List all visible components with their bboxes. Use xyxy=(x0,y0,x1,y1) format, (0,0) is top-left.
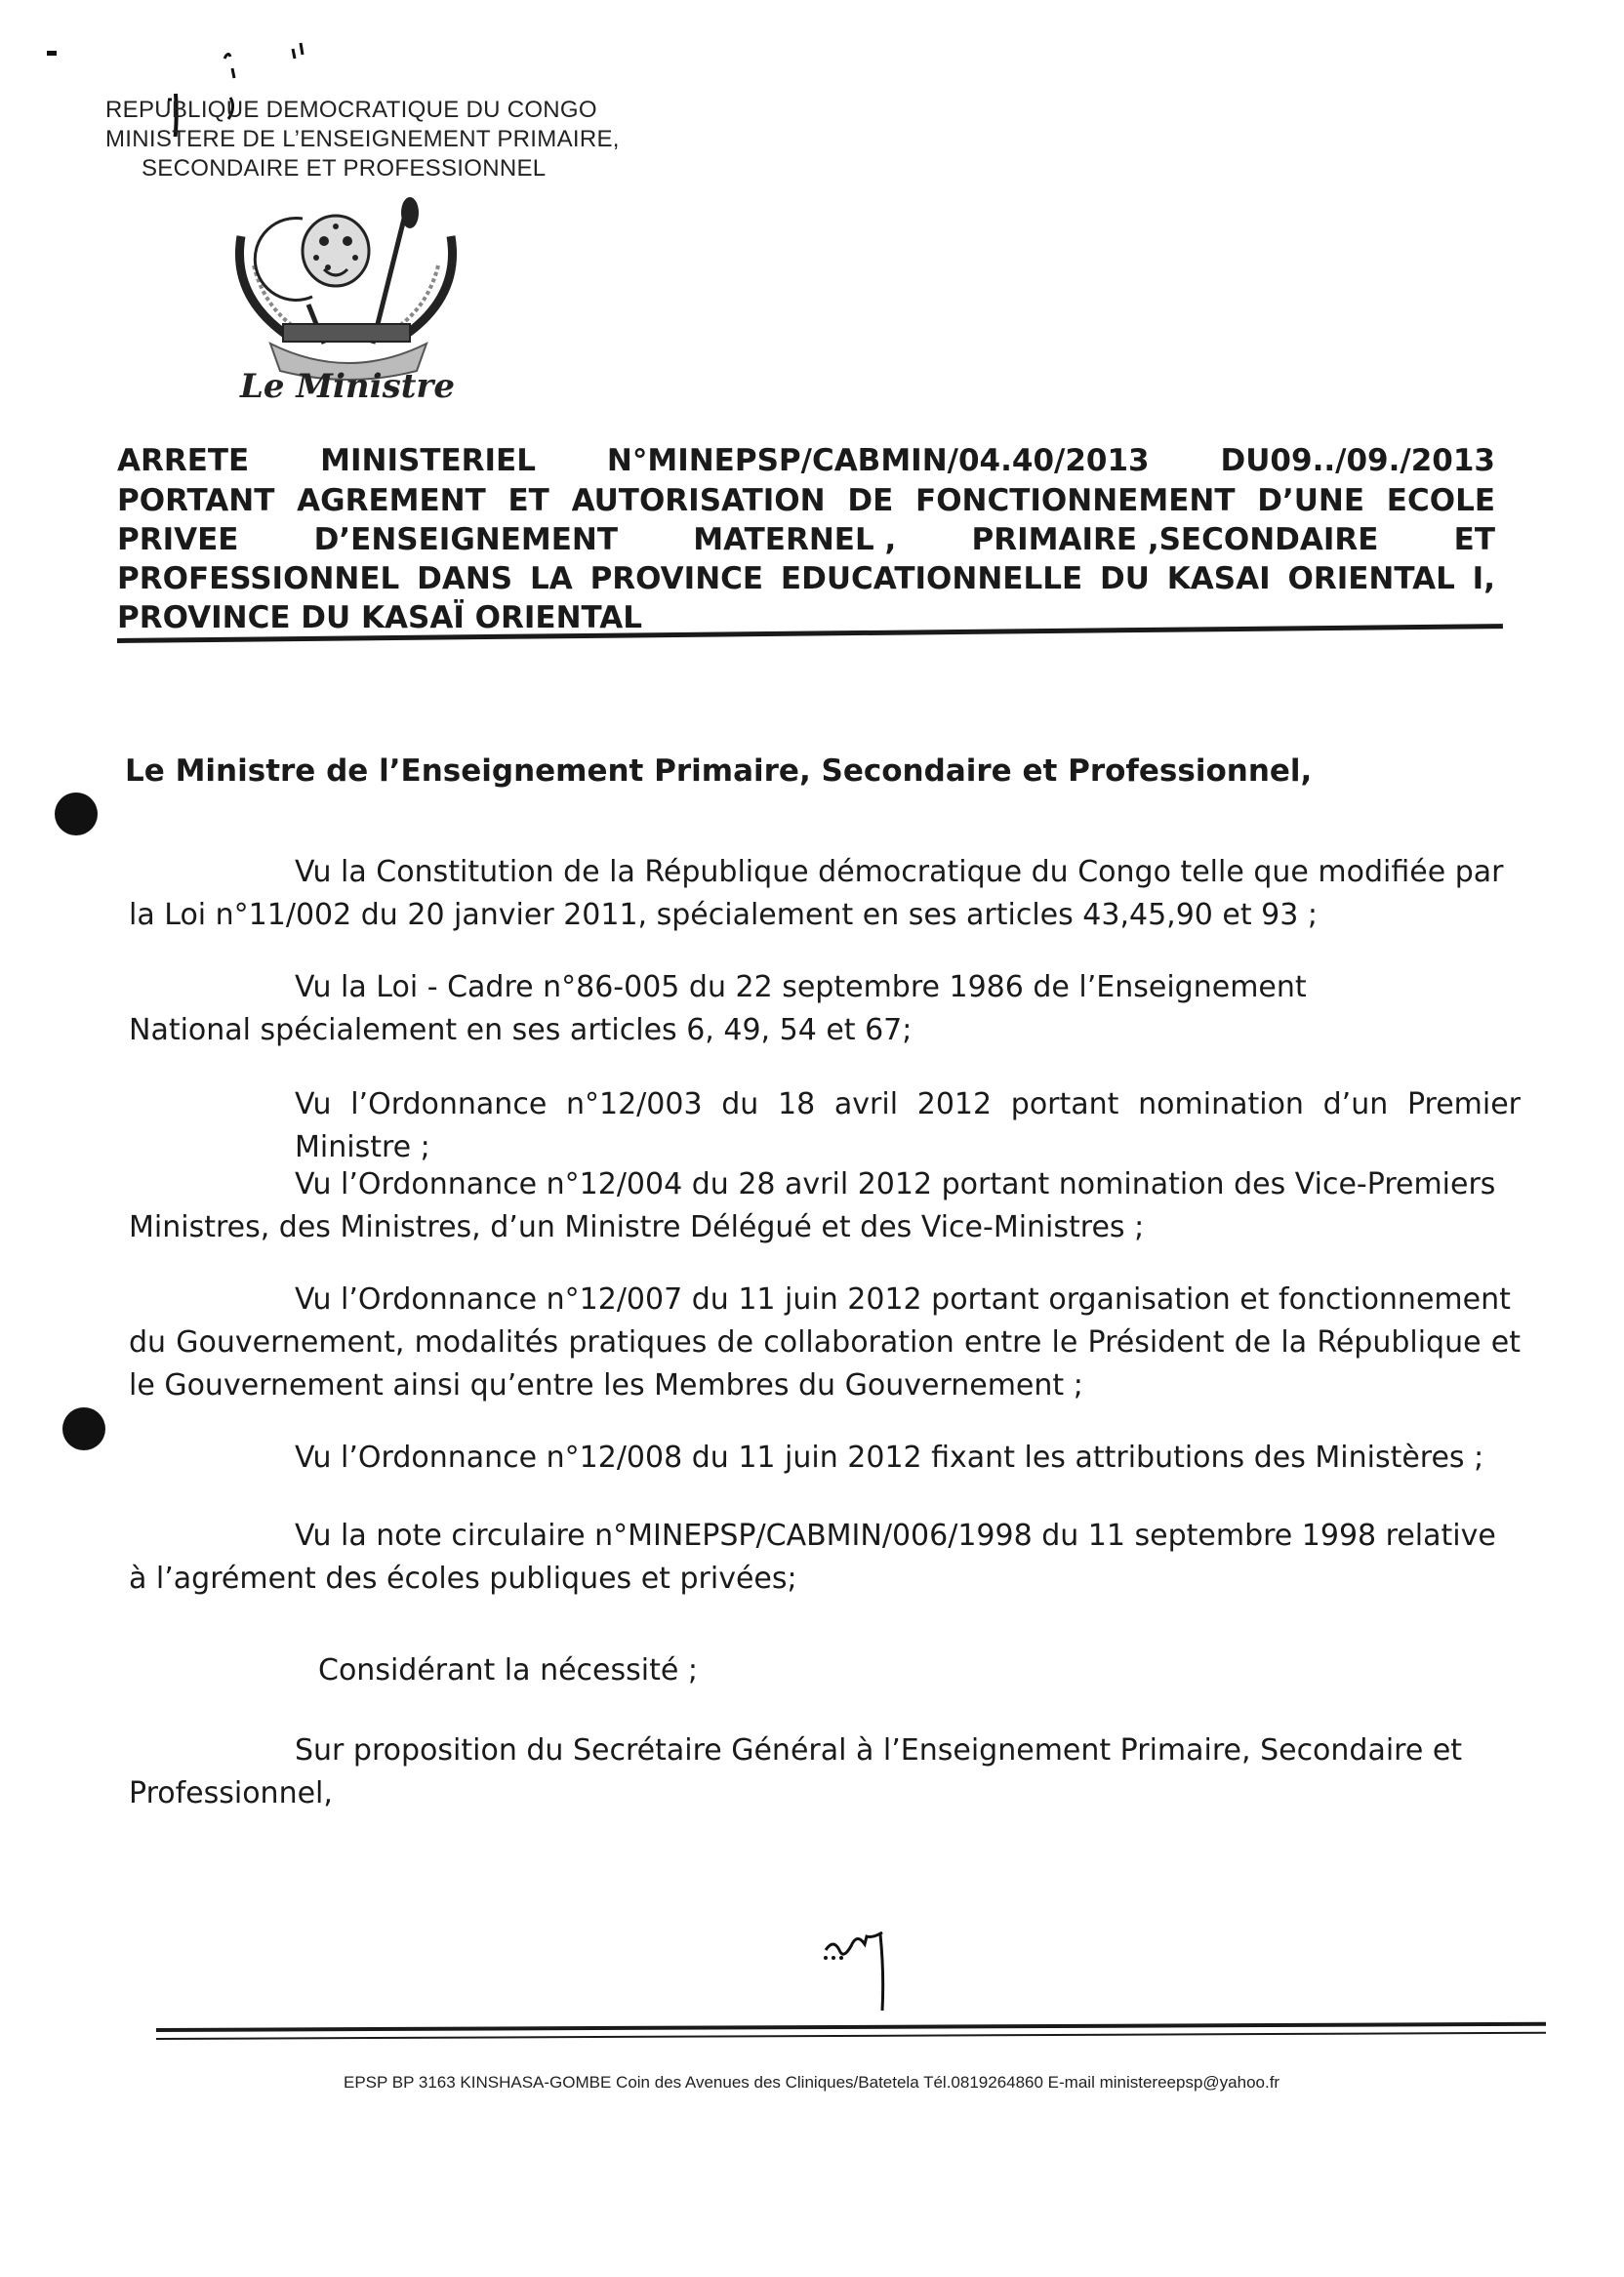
recital-paragraph xyxy=(129,1279,1521,1407)
recital-paragraph xyxy=(129,851,1521,937)
recital-continuation: du Gouvernement, modalités pratiques de collaboration entre le Président de la République et le Gouvernement ainsi qu’entre les Membres du Gouvernement ; xyxy=(129,1325,1521,1403)
recital-paragraph xyxy=(129,1163,1521,1249)
recital-paragraph xyxy=(318,1649,698,1692)
footer-rule xyxy=(156,2032,1546,2040)
title-word: ARRETE xyxy=(117,443,250,478)
decree-title-line5: PROVINCE DU KASAÏ ORIENTAL xyxy=(117,600,643,635)
title-word: PRIVEE xyxy=(117,522,239,557)
recital-first-line: Vu l’Ordonnance n°12/007 du 11 juin 2012 portant organisation et fonctionnement xyxy=(295,1282,1511,1317)
recital-paragraph xyxy=(129,1515,1521,1601)
recital-first-line: Considérant la nécessité ; xyxy=(318,1653,698,1687)
title-word: MINISTERIEL xyxy=(320,443,536,478)
recital-continuation: la Loi n°11/002 du 20 janvier 2011, spécialement en ses articles 43,45,90 et 93 ; xyxy=(129,898,1318,932)
recital-continuation: à l’agrément des écoles publiques et privées; xyxy=(129,1562,797,1596)
preamble-heading: Le Ministre de l’Enseignement Primaire, Secondaire et Professionnel, xyxy=(125,753,1313,789)
decree-date: DU09../09./2013 xyxy=(1220,443,1495,478)
title-word: ET xyxy=(1453,522,1495,557)
coat-of-arms-emblem xyxy=(226,197,466,383)
recital-first-line: Vu la Loi - Cadre n°86-005 du 22 septembre 1986 de l’Enseignement xyxy=(295,970,1307,1004)
recital-continuation: Ministres, des Ministres, d’un Ministre Délégué et des Vice-Ministres ; xyxy=(129,1210,1145,1244)
recital-paragraph xyxy=(129,1083,1521,1169)
letterhead-ministry: MINISTERE DE L’ENSEIGNEMENT PRIMAIRE, xyxy=(105,126,620,152)
recital-first-line: Vu la Constitution de la République démocratique du Congo telle que modifiée par xyxy=(295,855,1504,889)
recital-paragraph xyxy=(129,1437,1521,1480)
handwritten-initials xyxy=(822,1921,900,2013)
decree-title-line4: PROFESSIONNEL DANS LA PROVINCE EDUCATIONNELLE DU KASAI ORIENTAL I, xyxy=(117,561,1495,596)
recital-first-line: Vu l’Ordonnance n°12/008 du 11 juin 2012 fixant les attributions des Ministères ; xyxy=(295,1441,1484,1475)
recital-continuation: National spécialement en ses articles 6, 49, 54 et 67; xyxy=(129,1013,913,1047)
decree-title-line1 xyxy=(117,441,1495,480)
recital-paragraph xyxy=(129,1729,1521,1815)
punch-hole xyxy=(55,793,98,835)
recital-first-line: Vu l’Ordonnance n°12/003 du 18 avril 2012 portant nomination d’un Premier Ministre ; xyxy=(295,1087,1521,1164)
title-word: D’ENSEIGNEMENT xyxy=(313,522,619,557)
recital-paragraph xyxy=(129,966,1521,1052)
decree-title-line3 xyxy=(117,520,1495,559)
recital-first-line: Vu la note circulaire n°MINEPSP/CABMIN/006/1998 du 11 septembre 1998 relative xyxy=(295,1519,1496,1553)
minister-signature-title: Le Ministre xyxy=(240,367,455,406)
decree-number: N°MINEPSP/CABMIN/04.40/2013 xyxy=(606,443,1150,478)
recital-first-line: Sur proposition du Secrétaire Général à l’Enseignement Primaire, Secondaire et xyxy=(295,1733,1463,1768)
title-word: PRIMAIRE ,SECONDAIRE xyxy=(971,522,1379,557)
letterhead-ministry-cont: SECONDAIRE ET PROFESSIONNEL xyxy=(142,155,547,182)
title-word: MATERNEL , xyxy=(693,522,897,557)
recital-first-line: Vu l’Ordonnance n°12/004 du 28 avril 2012 portant nomination des Vice-Premiers xyxy=(295,1167,1496,1201)
punch-hole xyxy=(62,1407,105,1450)
footer-address: EPSP BP 3163 KINSHASA-GOMBE Coin des Avenues des Cliniques/Batetela Tél.0819264860 E-mail ministereepsp@yahoo.fr xyxy=(344,2073,1280,2092)
footer-rule xyxy=(156,2022,1546,2032)
letterhead-republic: REPUBLIQUE DEMOCRATIQUE DU CONGO xyxy=(105,97,597,123)
recital-continuation: Professionnel, xyxy=(129,1776,333,1810)
decree-title-line2: PORTANT AGREMENT ET AUTORISATION DE FONCTIONNEMENT D’UNE ECOLE xyxy=(117,483,1495,518)
